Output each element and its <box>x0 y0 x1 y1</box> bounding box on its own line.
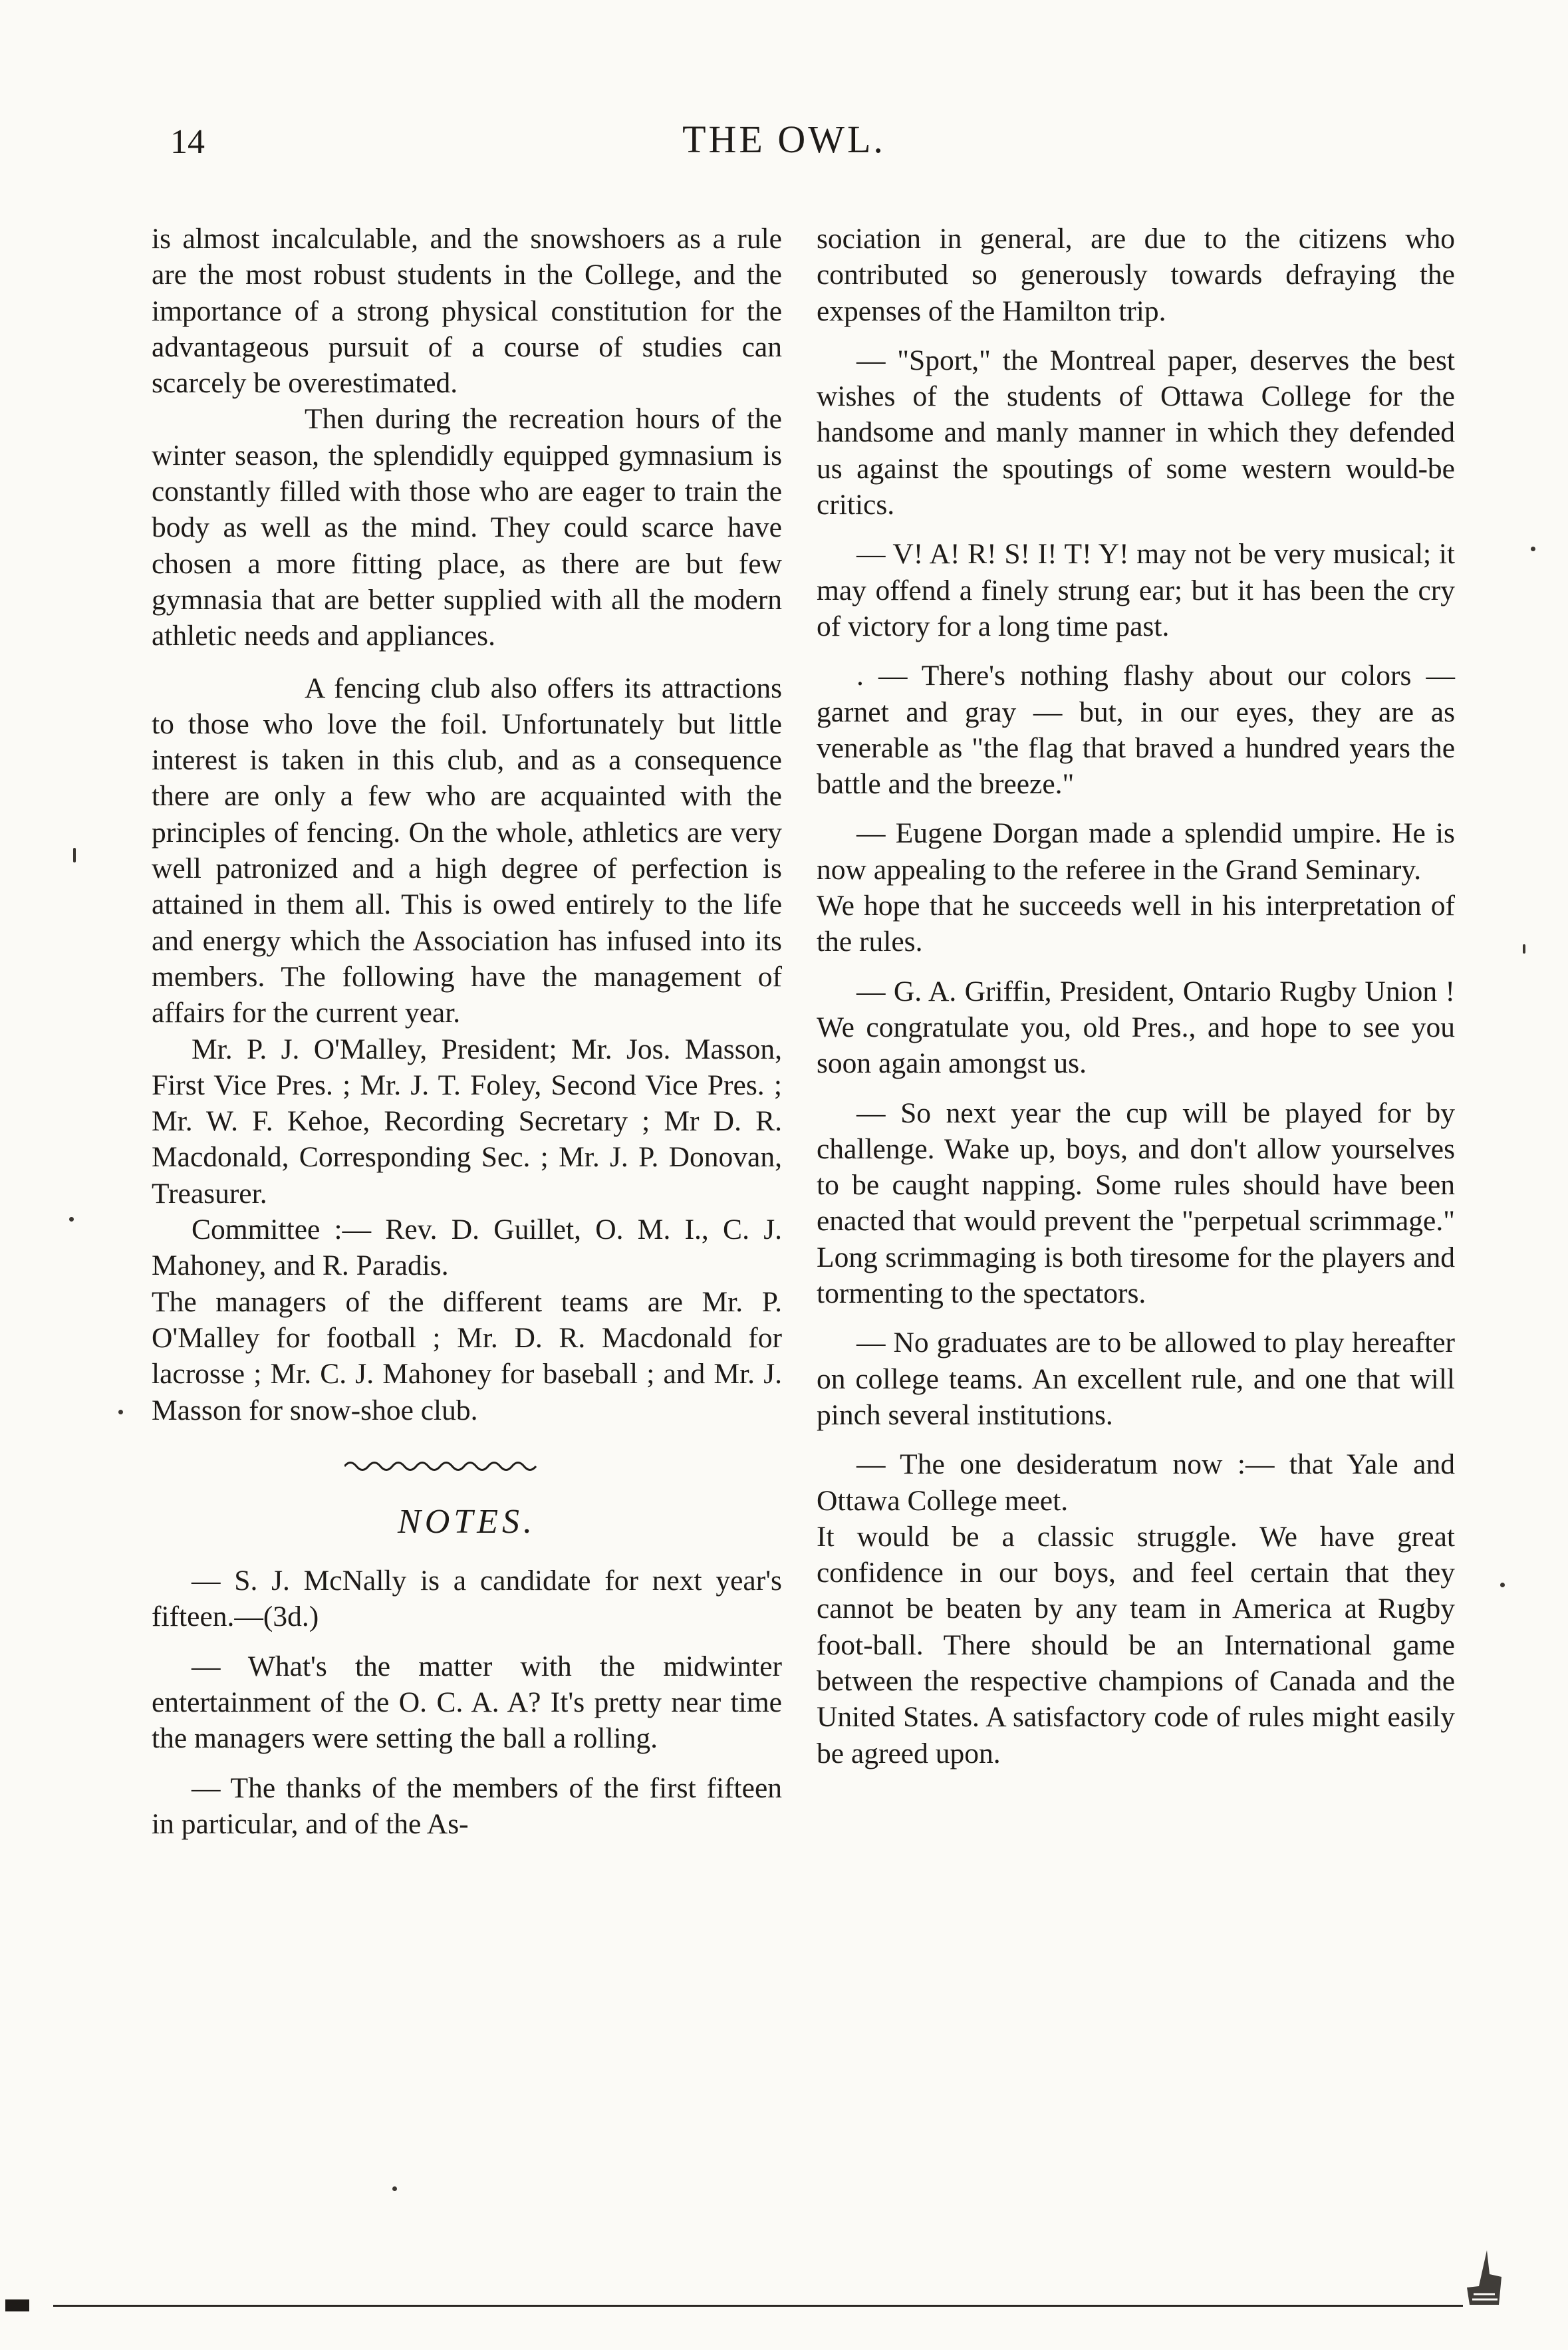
note: — Eugene Dorgan made a splendid umpire. He is now appealing to the referee in the Grand Seminary. <box>817 817 1455 886</box>
margin-speck <box>1523 944 1525 954</box>
note: — G. A. Griffin, President, Ontario Rugby Union ! We congratulate you, old Pres., and hope to see you soon again amongst us. <box>817 975 1455 1080</box>
wavy-rule-ornament <box>344 1458 544 1475</box>
paragraph: It would be a classic struggle. We have great confidence in our boys, and feel certain that they cannot be beaten by any team in America at Rugby foot-ball. There should be an International game between the respective champions of Canada and the United States. A satisfactory code of rules might easily be agreed upon. <box>817 1520 1455 1769</box>
note: . — There's nothing flashy about our colors — garnet and gray — but, in our eyes, they are as venerable as "the flag that braved a hundred years the battle and the breeze." <box>817 660 1455 801</box>
notes-heading: NOTES. <box>398 1502 536 1541</box>
margin-speck <box>73 848 76 862</box>
margin-speck <box>118 1410 123 1414</box>
note: — So next year the cup will be played for by challenge. Wake up, boys, and don't allow yourselves to be caught napping. Some rules should have been enacted that would prevent the "perpetual scrimmage." Long scrimmaging is both tiresome for the players and tormenting to the spectators. <box>817 1097 1455 1310</box>
note: — What's the matter with the midwinter entertainment of the O. C. A. A? It's pretty near time the managers were setting the ball a rolling. <box>152 1650 782 1755</box>
margin-speck <box>1531 547 1535 551</box>
paragraph: A fencing club also offers its attractions to those who love the foil. Unfortunately but little interest is taken in this club, and as a consequence there are only a few who are acquainted with the principles of fencing. On the whole, athletics are very well patronized and a high degree of perfection is attained in them all. This is owed entirely to the life and energy which the Association has infused into its members. The following have the management of affairs for the current year. <box>152 672 782 1029</box>
note: — V! A! R! S! I! T! Y! may not be very musical; it may offend a finely strung ear; but it has been the cry of victory for a long time past. <box>817 538 1455 642</box>
margin-speck <box>1500 1583 1505 1587</box>
paragraph: The managers of the different teams are Mr. P. O'Malley for football ; Mr. D. R. Macdonald for lacrosse ; Mr. C. J. Mahoney for baseball ; and Mr. J. Masson for snow-shoe club. <box>152 1285 782 1426</box>
left-column <box>152 221 782 1842</box>
paragraph: We hope that he succeeds well in his interpretation of the rules. <box>817 890 1455 958</box>
running-head: THE OWL. <box>682 118 886 161</box>
paragraph: Mr. P. J. O'Malley, President; Mr. Jos. Masson, First Vice Pres. ; Mr. J. T. Foley, Second Vice Pres. ; Mr. W. F. Kehoe, Recording Secretary ; Mr D. R. Macdonald, Corresponding Sec. ; Mr. J. P. Donovan, Treasurer. <box>152 1033 782 1210</box>
bottom-rule <box>53 2305 1463 2307</box>
printer-ornament <box>1460 2248 1507 2307</box>
note: — No graduates are to be allowed to play hereafter on college teams. An excellent rule, and one that will pinch several institutions. <box>817 1327 1455 1431</box>
margin-speck <box>69 1217 74 1222</box>
paragraph: Committee :— Rev. D. Guillet, O. M. I., C. J. Mahoney, and R. Paradis. <box>152 1214 782 1282</box>
right-column <box>817 221 1455 1771</box>
paragraph: is almost incalculable, and the snowshoers as a rule are the most robust students in the College, and the importance of a strong physical constitution for the advantageous pursuit of a course of studies can scarcely be overestimated. <box>152 223 782 400</box>
paragraph: sociation in general, are due to the citizens who contributed so generously towards defraying the expenses of the Hamilton trip. <box>817 223 1455 327</box>
page-number: 14 <box>170 123 205 161</box>
margin-speck <box>392 2186 397 2191</box>
paragraph: Then during the recreation hours of the winter season, the splendidly equipped gymnasium is constantly filled with those who are eager to train the body as well as the mind. They could scarce have chosen a more fitting place, as there are but few gymnasia that are better supplied with all the modern athletic needs and appliances. <box>152 403 782 652</box>
note: — The one desideratum now :— that Yale and Ottawa College meet. <box>817 1448 1455 1517</box>
rule-mark <box>5 2299 29 2311</box>
note: — The thanks of the members of the first fifteen in particular, and of the As- <box>152 1771 782 1840</box>
note: — "Sport," the Montreal paper, deserves the best wishes of the students of Ottawa College for the handsome and manly manner in which they defended us against the spoutings of some western would-be critics. <box>817 344 1455 521</box>
note: — S. J. McNally is a candidate for next year's fifteen.—(3d.) <box>152 1565 782 1633</box>
